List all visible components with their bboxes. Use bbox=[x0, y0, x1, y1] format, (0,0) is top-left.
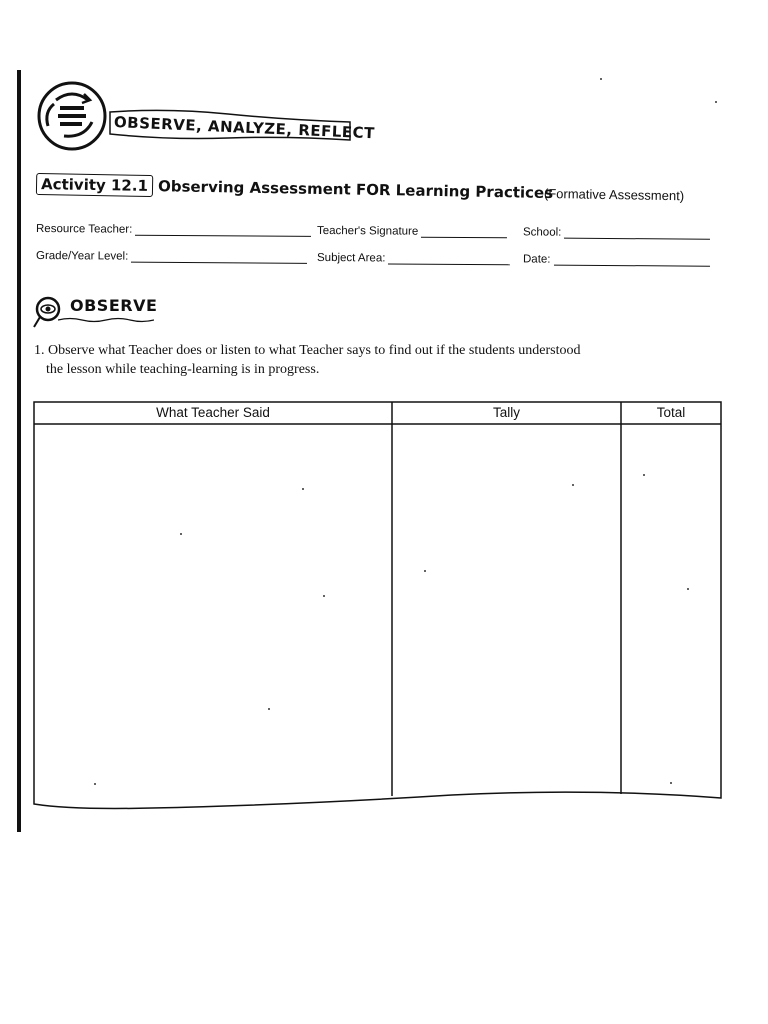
activity-heading bbox=[36, 173, 716, 215]
activity-number-badge: Activity 12.1 bbox=[36, 173, 153, 197]
resource-teacher-label: Resource Teacher: bbox=[35, 223, 133, 236]
column-header-what-teacher-said: What Teacher Said bbox=[156, 405, 270, 420]
scan-speck bbox=[687, 588, 689, 590]
school-label: School: bbox=[522, 226, 562, 239]
resource-teacher-blank[interactable] bbox=[135, 223, 311, 237]
teacher-signature-blank[interactable] bbox=[421, 225, 507, 239]
form-row-2 bbox=[36, 249, 716, 276]
observe-analyze-reflect-cycle-icon bbox=[34, 78, 112, 154]
scan-speck bbox=[302, 488, 304, 490]
form-row-1 bbox=[36, 222, 716, 249]
teacher-signature-field[interactable] bbox=[317, 224, 507, 238]
activity-title: Observing Assessment FOR Learning Practices bbox=[157, 177, 554, 203]
scan-speck bbox=[94, 783, 96, 785]
grade-year-field[interactable] bbox=[36, 249, 307, 264]
subject-area-blank[interactable] bbox=[388, 251, 510, 265]
scan-speck bbox=[268, 708, 270, 710]
observation-table bbox=[32, 400, 724, 820]
observe-instruction bbox=[34, 341, 726, 379]
section-title: OBSERVE, ANALYZE, REFLECT bbox=[113, 113, 376, 143]
scan-speck bbox=[643, 474, 645, 476]
date-blank[interactable] bbox=[553, 253, 709, 267]
page-margin-rule bbox=[17, 70, 21, 832]
scan-speck bbox=[572, 484, 574, 486]
scan-speck bbox=[180, 533, 182, 535]
observe-underline bbox=[58, 317, 154, 323]
scan-speck bbox=[715, 101, 717, 103]
scan-speck bbox=[323, 595, 325, 597]
grade-year-blank[interactable] bbox=[131, 250, 307, 264]
date-label: Date: bbox=[522, 253, 551, 266]
school-field[interactable] bbox=[523, 225, 710, 239]
date-field[interactable] bbox=[523, 252, 710, 266]
activity-subtitle: (Formative Assessment) bbox=[543, 185, 685, 204]
column-header-tally: Tally bbox=[492, 405, 520, 420]
instruction-line-1: 1. Observe what Teacher does or listen to what Teacher says to find out if the students understood bbox=[34, 343, 581, 358]
observe-heading: OBSERVE bbox=[70, 296, 158, 315]
grade-year-label: Grade/Year Level: bbox=[35, 250, 129, 263]
column-header-total: Total bbox=[656, 405, 686, 420]
scan-speck bbox=[670, 782, 672, 784]
instruction-line-2: the lesson while teaching-learning is in progress. bbox=[46, 362, 320, 377]
resource-teacher-field[interactable] bbox=[36, 222, 311, 237]
eye-magnifier-icon bbox=[32, 293, 68, 329]
subject-area-field[interactable] bbox=[317, 251, 510, 265]
school-blank[interactable] bbox=[564, 226, 710, 240]
scan-speck bbox=[424, 570, 426, 572]
subject-area-label: Subject Area: bbox=[316, 251, 386, 265]
teacher-signature-label: Teacher's Signature bbox=[316, 224, 419, 238]
scan-speck bbox=[600, 78, 602, 80]
